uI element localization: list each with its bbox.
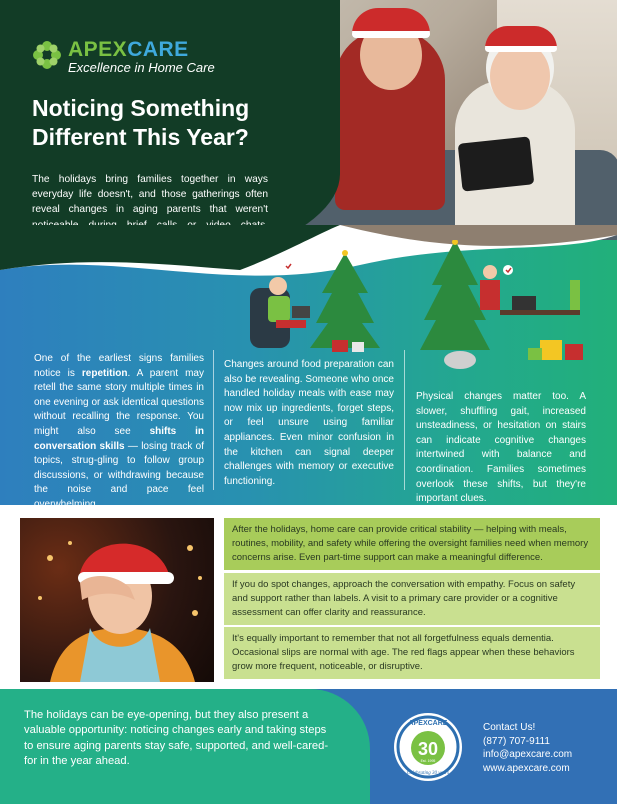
badge-est: Est. 1995: [420, 759, 436, 763]
illustration-woman-desk-tree: [420, 240, 610, 380]
illustration-man-laptop-tree: [240, 248, 380, 358]
contact-heading: Contact Us!: [483, 722, 536, 733]
column-repetition: One of the earliest signs families notice is repetition. A parent may retell the same story multiple times in one evening or ask identical questions without recalling the response. You might also see shifts in conversation skills — losing track of topics, strug-gling to follow group discussions, or withdrawing because the noise and pace feel overwhelming.: [34, 353, 204, 510]
brand-name: APEXCARE: [68, 38, 189, 61]
intro-paragraph: The holidays bring families together in ways everyday life doesn't, and those gatherings often reveal changes in aging parents that weren't: [32, 174, 268, 216]
contact-info: [483, 721, 572, 775]
badge-brand: APEXCARE: [408, 720, 448, 727]
page-title: Noticing Something Different This Year?: [32, 95, 250, 150]
30-years-badge: [393, 712, 463, 782]
contact-phone[interactable]: (877) 707-9111: [483, 735, 550, 747]
contact-website[interactable]: www.apexcare.com: [483, 762, 570, 774]
flower-logo-icon: [32, 40, 62, 70]
apexcare-logo: [32, 38, 232, 78]
contact-email[interactable]: info@apexcare.com: [483, 749, 573, 760]
badge-celebrating: Celebrating 30 years: [406, 771, 450, 776]
info-box-home-care: After the holidays, home care can provide critical stability — helping with meals, routines, mobility, and safety while offering the oversight families need when memory concerns arise. Even part-time support can make a meaningful difference.: [224, 518, 600, 570]
column-physical: Physical changes matter too. A slower, shuffling gait, increased unsteadiness, or hesitation on stairs can indicate cognitive changes intertwined with balance and coordination. Families sometimes overlook these shifts, but they're important clues.: [416, 391, 586, 505]
column-divider: [213, 350, 214, 490]
info-box-empathy: If you do spot changes, approach the conversation with empathy. Focus on safety and support rather than labels. A visit to a primary care provider or a cognitive assessment can offer clarity and reassurance.: [224, 573, 600, 625]
photo-man-headache: [20, 518, 214, 682]
badge-number: 30: [417, 739, 439, 759]
column-food-prep: Changes around food preparation can also be revealing. Someone who once handled holiday meals with ease may now mix up ingredients, forget steps, or feel unsure using familiar appliances. Even minor confusion in the kitchen can signal deeper challenges with memory or executive functioning.: [224, 359, 394, 487]
info-box-forgetfulness: It's equally important to remember that not all forgetfulness equals dementia. Occasional slips are normal with age. The red flags appear when these behaviors grow more frequent, noticeable, or disruptive.: [224, 627, 600, 679]
tablet-icon: [458, 136, 535, 191]
brand-tagline: Excellence in Home Care: [68, 60, 215, 75]
footer-message: The holidays can be eye-opening, but they also present a valuable opportunity: noticing changes early and taking steps to ensure aging parents stay safe, supported, and well-cared-for in the year ahead.: [24, 709, 329, 768]
column-divider: [404, 350, 405, 490]
